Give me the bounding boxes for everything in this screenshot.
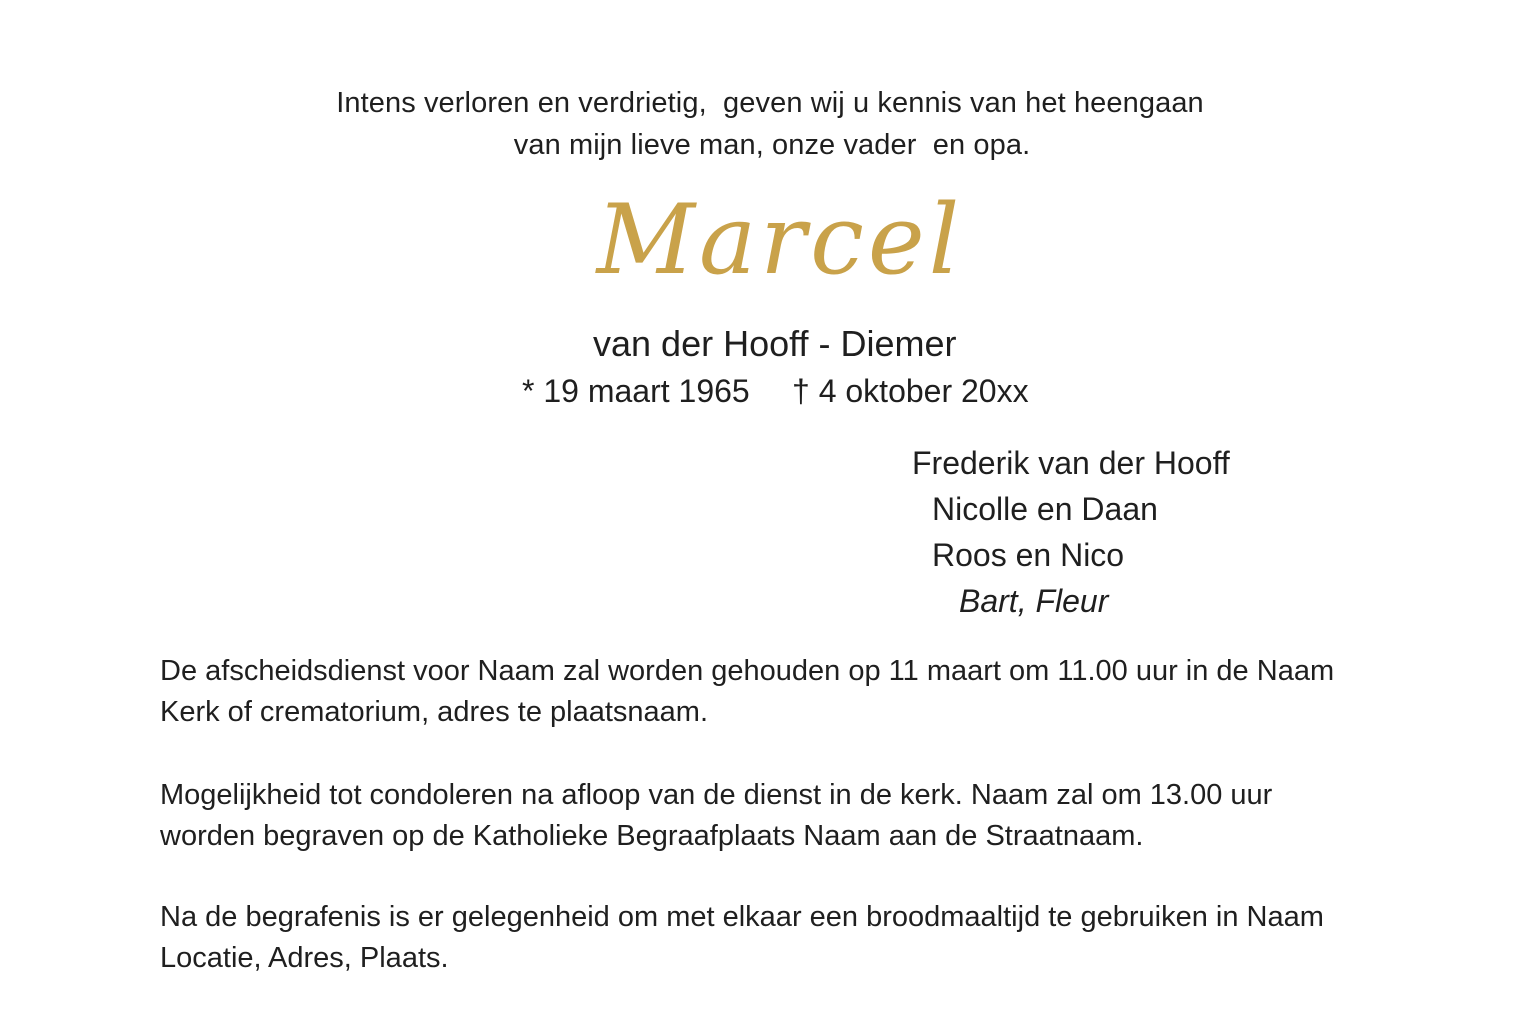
family-member: Nicolle en Daan [932,491,1158,527]
intro-line-1: Intens verloren en verdrietig, geven wij u kennis van het heengaan [336,87,1204,119]
family-member: Frederik van der Hooff [912,445,1230,481]
service-paragraph: De afscheidsdienst voor Naam zal worden gehouden op 11 maart om 11.00 uur in de Naam Kerk of crematorium, adres te plaatsnaam. [160,655,1335,728]
death-date: † 4 oktober 20xx [792,373,1029,409]
condolence-paragraph: Mogelijkheid tot condoleren na afloop van de dienst in de kerk. Naam zal om 13.00 uur worden begraven op de Katholieke Begraafplaats Naam aan de Straatnaam. [160,779,1273,852]
family-grandchildren: Bart, Fleur [959,583,1109,619]
birth-date: * 19 maart 1965 [522,373,750,409]
family-member: Roos en Nico [932,537,1125,573]
intro-line-2: van mijn lieve man, onze vader en opa. [513,129,1031,161]
life-dates [522,373,1029,521]
meal-paragraph: Na de begrafenis is er gelegenheid om met elkaar een broodmaaltijd te gebruiken in Naam Locatie, Adres, Plaats. [160,901,1324,974]
deceased-first-name: Marcel [596,184,964,296]
family-list [912,440,1230,624]
deceased-surname: van der Hooff - Diemer [593,323,957,364]
